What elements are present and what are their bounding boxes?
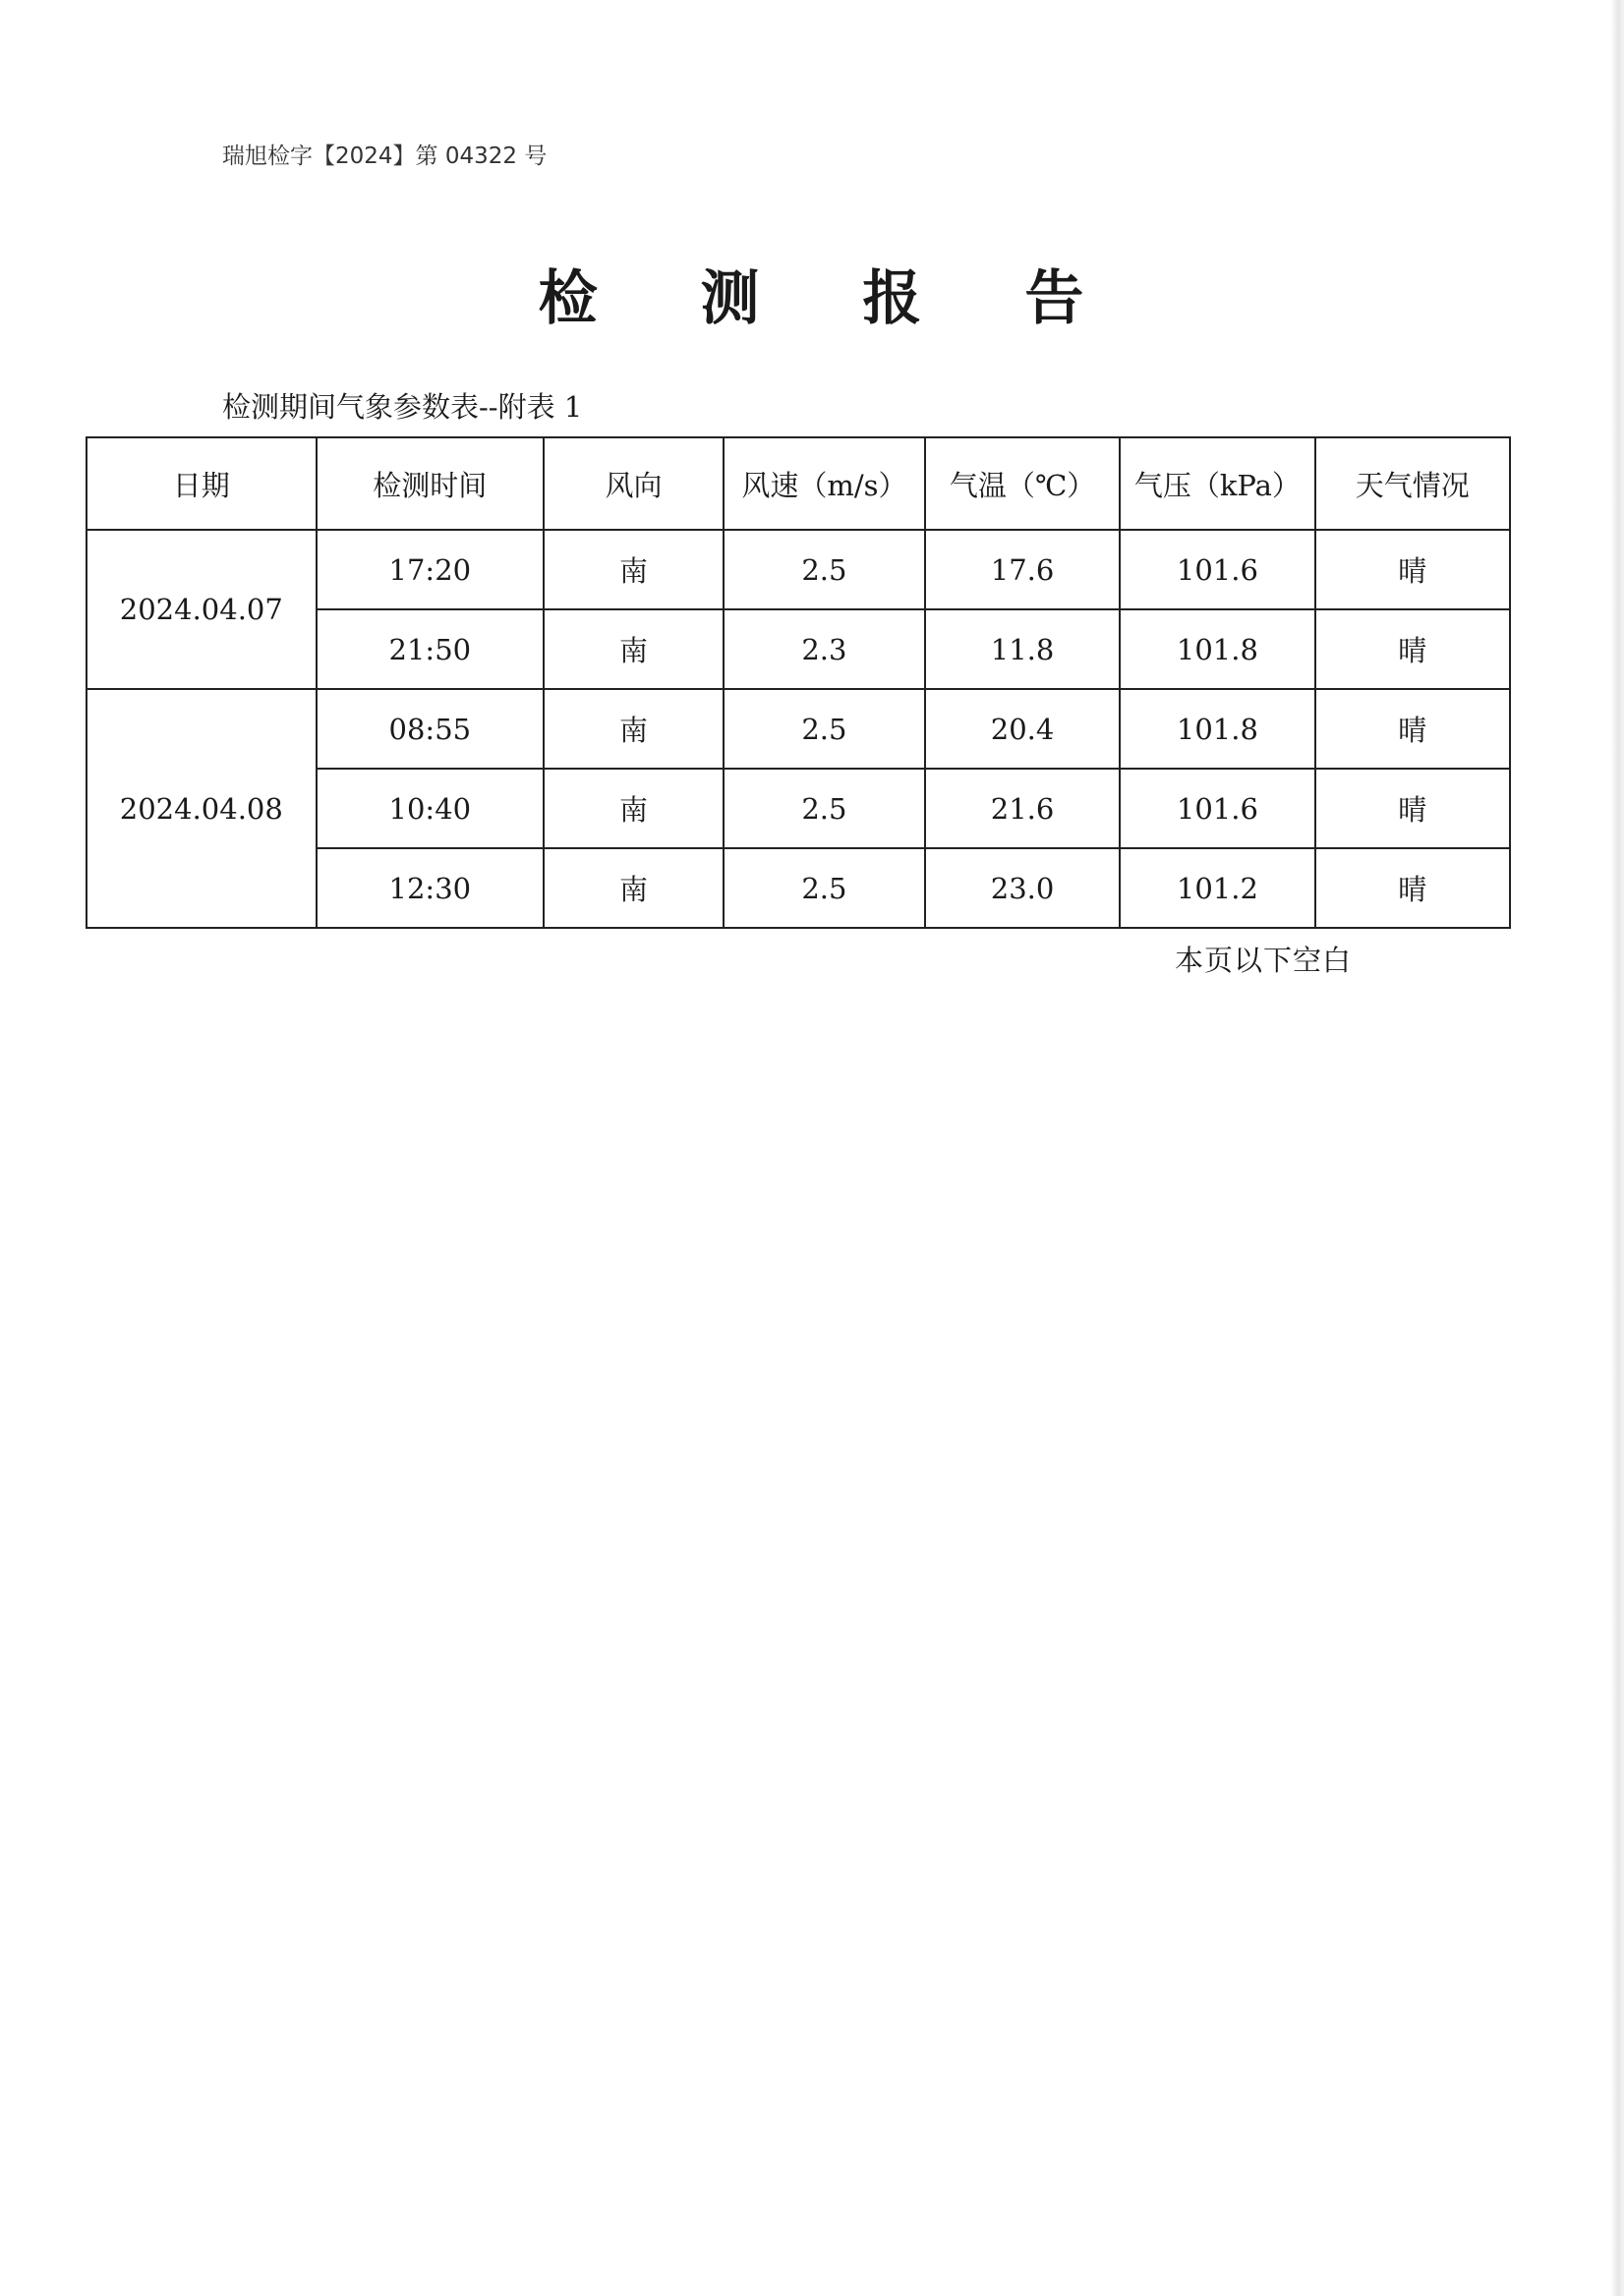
weather-parameters-table: [86, 436, 1511, 929]
header-weather: 天气情况: [1315, 437, 1510, 530]
weather-cell: 晴: [1315, 848, 1510, 928]
time-cell: 12:30: [317, 848, 544, 928]
wind-speed-cell: 2.5: [724, 689, 925, 769]
temperature-cell: 17.6: [925, 530, 1120, 609]
wind-speed-cell: 2.5: [724, 769, 925, 848]
wind-speed-cell: 2.5: [724, 530, 925, 609]
wind-direction-cell: 南: [544, 848, 724, 928]
time-cell: 08:55: [317, 689, 544, 769]
document-number: 瑞旭检字【2024】第 04322 号: [222, 144, 548, 169]
temperature-cell: 21.6: [925, 769, 1120, 848]
pressure-cell: 101.8: [1120, 689, 1314, 769]
time-cell: 17:20: [317, 530, 544, 609]
document-title: 检 测 报 告: [538, 264, 1126, 333]
header-pressure: 气压（kPa）: [1120, 437, 1314, 530]
table-caption: 检测期间气象参数表--附表 1: [222, 390, 583, 424]
page-blank-note: 本页以下空白: [1175, 944, 1353, 977]
header-temperature: 气温（℃）: [925, 437, 1120, 530]
wind-direction-cell: 南: [544, 530, 724, 609]
temperature-cell: 11.8: [925, 609, 1120, 689]
weather-cell: 晴: [1315, 769, 1510, 848]
wind-speed-cell: 2.3: [724, 609, 925, 689]
weather-cell: 晴: [1315, 530, 1510, 609]
pressure-cell: 101.6: [1120, 769, 1314, 848]
weather-cell: 晴: [1315, 609, 1510, 689]
pressure-cell: 101.2: [1120, 848, 1314, 928]
pressure-cell: 101.6: [1120, 530, 1314, 609]
time-cell: 10:40: [317, 769, 544, 848]
table-row: [87, 530, 1510, 609]
date-cell: 2024.04.08: [87, 689, 317, 928]
table-header-row: [87, 437, 1510, 530]
weather-cell: 晴: [1315, 689, 1510, 769]
wind-direction-cell: 南: [544, 689, 724, 769]
table-row: [87, 689, 1510, 769]
pressure-cell: 101.8: [1120, 609, 1314, 689]
wind-direction-cell: 南: [544, 609, 724, 689]
date-cell: 2024.04.07: [87, 530, 317, 689]
wind-direction-cell: 南: [544, 769, 724, 848]
header-date: 日期: [87, 437, 317, 530]
header-wind-direction: 风向: [544, 437, 724, 530]
header-time: 检测时间: [317, 437, 544, 530]
time-cell: 21:50: [317, 609, 544, 689]
header-wind-speed: 风速（m/s）: [724, 437, 925, 530]
wind-speed-cell: 2.5: [724, 848, 925, 928]
temperature-cell: 23.0: [925, 848, 1120, 928]
temperature-cell: 20.4: [925, 689, 1120, 769]
page-edge-shadow: [1610, 0, 1624, 2296]
